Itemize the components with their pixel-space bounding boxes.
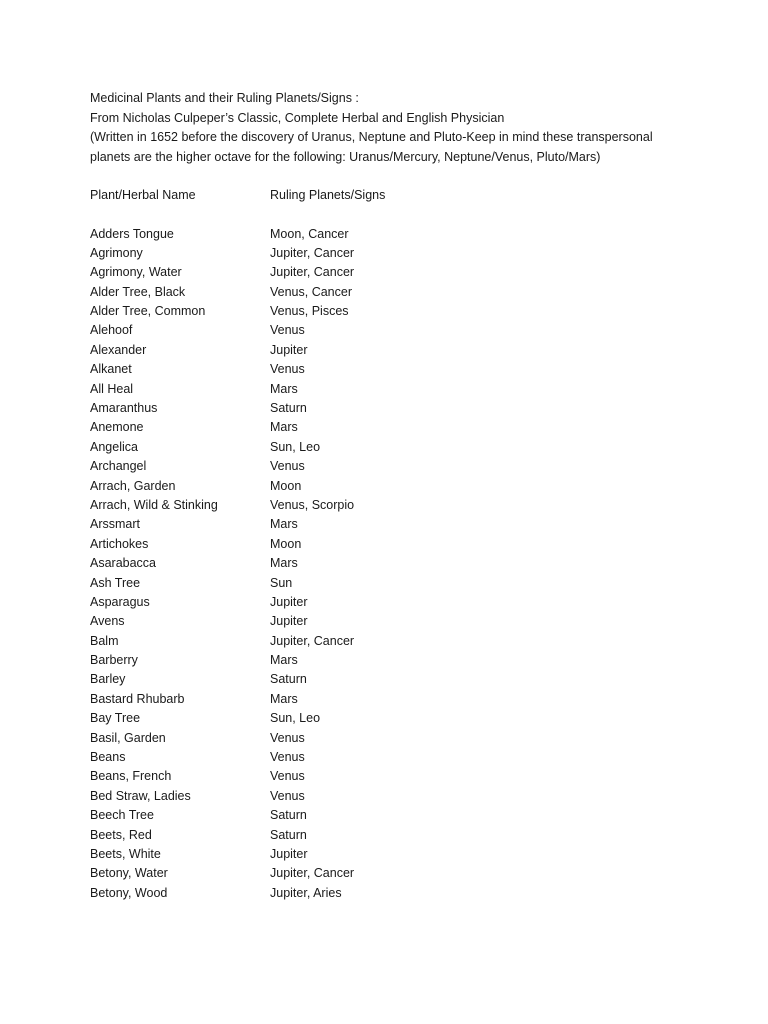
- header-ruling-planets: Ruling Planets/Signs: [270, 188, 386, 202]
- plant-name: Beets, White: [90, 847, 161, 861]
- ruling-planets: Venus: [270, 788, 305, 803]
- table-row: [90, 341, 750, 360]
- plant-name: Angelica: [90, 439, 138, 454]
- ruling-planets: Saturn: [270, 401, 307, 416]
- plant-name: Bastard Rhubarb: [90, 691, 185, 706]
- ruling-planets: Jupiter: [270, 342, 308, 357]
- ruling-planets: Venus: [270, 459, 305, 474]
- plant-name: Alkanet: [90, 362, 132, 377]
- document-intro: [90, 89, 750, 167]
- ruling-planets: Jupiter: [270, 847, 308, 861]
- table-row: [90, 612, 750, 631]
- ruling-planets: Saturn: [270, 672, 307, 687]
- document-page: [90, 89, 750, 903]
- ruling-planets: Venus: [270, 769, 305, 784]
- table-row: [90, 554, 750, 573]
- ruling-planets: Jupiter, Cancer: [270, 866, 355, 881]
- table-row: [90, 380, 750, 399]
- ruling-planets: Mars: [270, 517, 298, 532]
- ruling-planets: Venus: [270, 750, 305, 765]
- plant-name: All Heal: [90, 381, 134, 396]
- table-row: [90, 418, 750, 437]
- plant-name: Basil, Garden: [90, 730, 166, 745]
- plant-name: Agrimony: [90, 245, 143, 260]
- ruling-planets: Mars: [270, 653, 298, 668]
- table-row: [90, 826, 750, 845]
- ruling-planets: Mars: [270, 556, 298, 571]
- plant-name: Arssmart: [90, 517, 140, 532]
- table-row: [90, 690, 750, 709]
- table-row: [90, 884, 750, 903]
- plant-name: Asarabacca: [90, 556, 157, 571]
- ruling-planets: Venus: [270, 323, 305, 338]
- ruling-planets: Jupiter: [270, 594, 308, 609]
- plant-name: Archangel: [90, 459, 147, 474]
- plant-name: Ash Tree: [90, 575, 141, 590]
- ruling-planets: Sun, Leo: [270, 711, 321, 726]
- table-row: [90, 225, 750, 244]
- table-row: [90, 806, 750, 825]
- plant-name: Anemone: [90, 420, 144, 435]
- table-row: [90, 574, 750, 593]
- ruling-planets: Moon: [270, 478, 302, 493]
- plant-name: Betony, Water: [90, 866, 168, 881]
- table-row: [90, 845, 750, 864]
- plant-name: Avens: [90, 614, 125, 629]
- table-row: [90, 632, 750, 651]
- document-title: Medicinal Plants and their Ruling Planets/Signs :: [90, 91, 359, 105]
- plant-name: Balm: [90, 633, 119, 648]
- plant-name: Adders Tongue: [90, 226, 174, 241]
- table-row: [90, 321, 750, 340]
- plant-name: Asparagus: [90, 594, 150, 609]
- table-row: [90, 302, 750, 321]
- table-row: [90, 535, 750, 554]
- plant-name: Beans, French: [90, 769, 172, 784]
- ruling-planets: Jupiter: [270, 614, 308, 629]
- header-plant-name: Plant/Herbal Name: [90, 188, 196, 202]
- ruling-planets: Jupiter, Cancer: [270, 265, 355, 280]
- table-row: [90, 496, 750, 515]
- table-row: [90, 477, 750, 496]
- ruling-planets: Sun: [270, 575, 293, 590]
- table-header: [90, 186, 750, 206]
- table-row: [90, 767, 750, 786]
- plant-name: Alehoof: [90, 323, 133, 338]
- ruling-planets: Venus: [270, 730, 305, 745]
- table-row: [90, 515, 750, 534]
- ruling-planets: Venus, Pisces: [270, 304, 349, 319]
- plant-name: Beets, Red: [90, 827, 152, 842]
- table-row: [90, 787, 750, 806]
- table-row: [90, 729, 750, 748]
- ruling-planets: Sun, Leo: [270, 439, 321, 454]
- plant-name: Bed Straw, Ladies: [90, 788, 191, 803]
- table-row: [90, 670, 750, 689]
- plant-name: Alder Tree, Common: [90, 304, 206, 319]
- table-row: [90, 360, 750, 379]
- plant-name: Arrach, Garden: [90, 478, 176, 493]
- plant-name: Beans: [90, 750, 126, 765]
- table-row: [90, 283, 750, 302]
- ruling-planets: Mars: [270, 381, 298, 396]
- table-row: [90, 244, 750, 263]
- plant-name: Artichokes: [90, 536, 149, 551]
- plant-name: Alexander: [90, 342, 147, 357]
- plant-name: Agrimony, Water: [90, 265, 182, 280]
- ruling-planets: Saturn: [270, 827, 307, 842]
- ruling-planets: Jupiter, Cancer: [270, 633, 355, 648]
- ruling-planets: Moon, Cancer: [270, 226, 349, 241]
- plant-name: Betony, Wood: [90, 885, 168, 900]
- ruling-planets: Mars: [270, 691, 298, 706]
- plant-name: Beech Tree: [90, 808, 154, 823]
- ruling-planets: Jupiter, Cancer: [270, 245, 355, 260]
- plant-name: Bay Tree: [90, 711, 141, 726]
- plant-name: Alder Tree, Black: [90, 284, 186, 299]
- table-row: [90, 438, 750, 457]
- ruling-planets: Venus, Scorpio: [270, 497, 355, 512]
- table-row: [90, 709, 750, 728]
- table-row: [90, 748, 750, 767]
- ruling-planets: Moon: [270, 536, 302, 551]
- ruling-planets: Venus, Cancer: [270, 284, 352, 299]
- ruling-planets: Jupiter, Aries: [270, 885, 342, 900]
- table-row: [90, 263, 750, 282]
- table-row: [90, 593, 750, 612]
- table-row: [90, 399, 750, 418]
- table-row: [90, 651, 750, 670]
- document-source-line: From Nicholas Culpeper’s Classic, Complete Herbal and English Physician: [90, 110, 505, 125]
- ruling-planets: Saturn: [270, 808, 307, 823]
- plant-name: Barberry: [90, 653, 138, 668]
- table-row: [90, 864, 750, 883]
- plant-name: Arrach, Wild & Stinking: [90, 497, 218, 512]
- table-body: [90, 225, 750, 904]
- document-note-line-2: planets are the higher octave for the following: Uranus/Mercury, Neptune/Venus, Pluto/Mars): [90, 149, 601, 164]
- ruling-planets: Venus: [270, 362, 305, 377]
- plant-name: Amaranthus: [90, 401, 158, 416]
- plant-name: Barley: [90, 672, 126, 687]
- document-note-line-1: (Written in 1652 before the discovery of Uranus, Neptune and Pluto-Keep in mind these transpersonal: [90, 130, 653, 144]
- table-row: [90, 457, 750, 476]
- ruling-planets: Mars: [270, 420, 298, 435]
